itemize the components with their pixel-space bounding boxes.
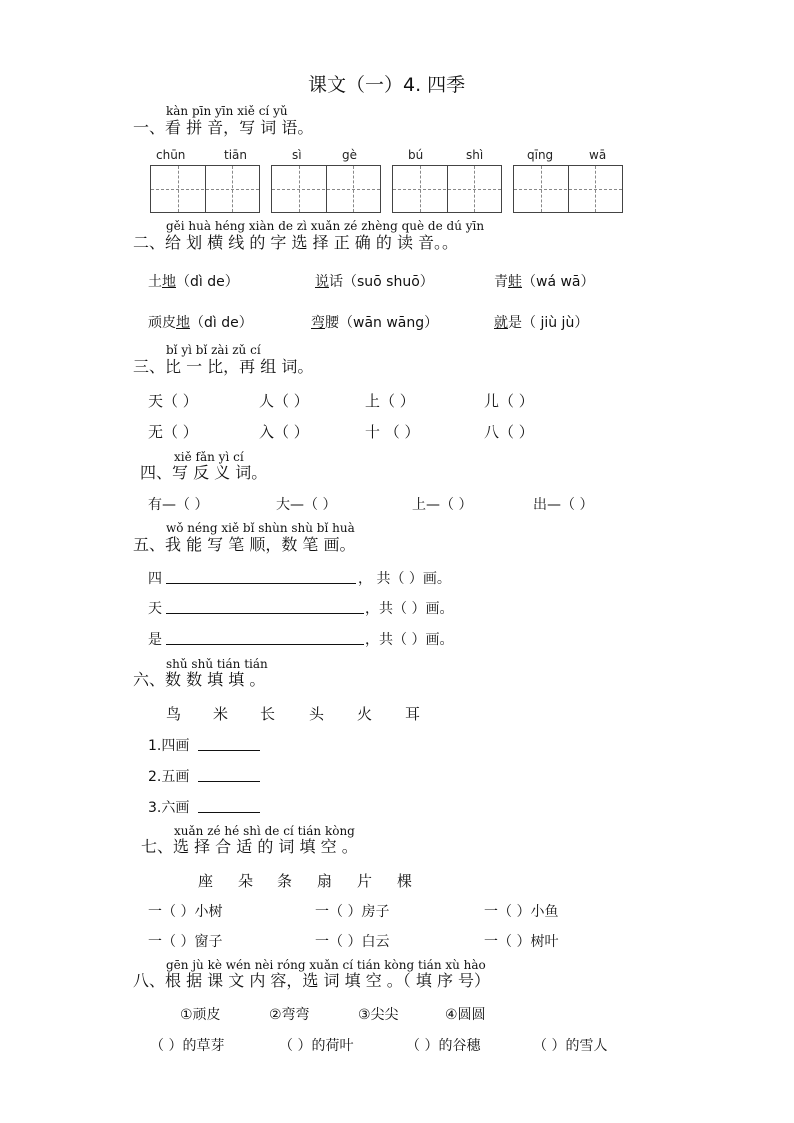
s1-heading: 一、看 拼 音，写 词 语。 (133, 118, 314, 137)
grid3-pinyin1: bú (408, 148, 424, 162)
compare-item: 八（ ） (484, 423, 534, 441)
s6-heading: 六、数 数 填 填 。 (133, 670, 266, 689)
antonym-item: 出—（ ） (533, 497, 594, 513)
compare-item: 上（ ） (365, 392, 415, 410)
stroke-char: 四 (148, 571, 162, 587)
compare-item: 无（ ） (148, 423, 198, 441)
compare-item: 儿（ ） (484, 392, 534, 410)
s7-heading: 七、选 择 合 适 的 词 填 空 。 (141, 837, 358, 856)
s8-pinyin: gēn jù kè wén nèi róng xuǎn cí tián kòng tián xù hào (166, 958, 486, 972)
fill-blank: （ ）的荷叶 (279, 1038, 354, 1054)
choice-option: ④圆圆 (445, 1007, 486, 1023)
grid2-pinyin2: gè (342, 148, 357, 162)
s7-pinyin: xuǎn zé hé shì de cí tián kòng (174, 824, 355, 838)
compare-item: 入（ ） (259, 423, 309, 441)
stroke-group-label: 2.五画 (148, 769, 190, 785)
grid4-pinyin1: qīng (527, 148, 554, 162)
compare-item: 人（ ） (259, 392, 309, 410)
grid2-pinyin1: sì (292, 148, 302, 162)
measure-word: 扇 (317, 872, 333, 890)
answer-line[interactable] (198, 781, 260, 782)
grid3-pinyin2: shì (466, 148, 484, 162)
antonym-item: 有—（ ） (148, 497, 209, 513)
s5-pinyin: wǒ néng xiě bǐ shùn shù bǐ huà (166, 521, 355, 535)
count-char: 米 (213, 705, 229, 723)
stroke-char: 天 (148, 601, 162, 617)
count-char: 鸟 (166, 705, 182, 723)
reading-item-4: 顽皮地（dì de） (148, 315, 253, 331)
stroke-order-line[interactable] (166, 613, 364, 614)
stroke-char: 是 (148, 632, 162, 648)
measure-word: 座 (198, 872, 214, 890)
fill-blank: （ ）的谷穗 (406, 1038, 481, 1054)
s1-pinyin: kàn pīn yīn xiě cí yǔ (166, 104, 288, 118)
measure-blank: 一（ ）小树 (148, 904, 223, 920)
s6-pinyin: shǔ shǔ tián tián (166, 657, 268, 671)
grid4-pinyin2: wā (589, 148, 607, 162)
reading-item-3: 青蛙（wá wā） (494, 274, 595, 290)
stroke-order-line[interactable] (166, 583, 356, 584)
compare-item: 天（ ） (148, 392, 198, 410)
writing-grid-1[interactable] (150, 165, 260, 213)
stroke-count-text: ，共（ ）画。 (365, 632, 454, 648)
s5-heading: 五、我 能 写 笔 顺，数 笔 画。 (133, 535, 356, 554)
s8-heading: 八、根 据 课 文 内 容，选 词 填 空 。（ 填 序 号） (133, 971, 491, 990)
measure-blank: 一（ ）窗子 (148, 934, 223, 950)
measure-word: 朵 (238, 872, 254, 890)
fill-blank: （ ）的雪人 (533, 1038, 608, 1054)
answer-line[interactable] (198, 750, 260, 751)
measure-word: 片 (357, 872, 373, 890)
s2-pinyin: gěi huà héng xiàn de zì xuǎn zé zhèng què de dú yīn (166, 219, 485, 233)
writing-grid-3[interactable] (392, 165, 502, 213)
count-char: 长 (260, 705, 276, 723)
antonym-item: 大—（ ） (276, 497, 337, 513)
measure-blank: 一（ ）房子 (315, 904, 390, 920)
s4-heading: 四、写 反 义 词。 (140, 463, 268, 482)
s3-heading: 三、比 一 比，再 组 词。 (133, 357, 314, 376)
stroke-count-text: ，共（ ）画。 (365, 601, 454, 617)
stroke-group-label: 3.六画 (148, 800, 190, 816)
reading-item-1: 土地（dì de） (148, 274, 239, 290)
choice-option: ②弯弯 (269, 1007, 310, 1023)
stroke-group-label: 1.四画 (148, 738, 190, 754)
measure-word: 条 (277, 872, 293, 890)
measure-blank: 一（ ）小鱼 (484, 904, 559, 920)
count-char: 耳 (405, 705, 421, 723)
answer-line[interactable] (198, 812, 260, 813)
fill-blank: （ ）的草芽 (150, 1038, 225, 1054)
antonym-item: 上—（ ） (412, 497, 473, 513)
grid1-pinyin2: tiān (224, 148, 247, 162)
s4-pinyin: xiě fǎn yì cí (174, 450, 244, 464)
writing-grid-4[interactable] (513, 165, 623, 213)
measure-blank: 一（ ）树叶 (484, 934, 559, 950)
s2-heading: 二、给 划 横 线 的 字 选 择 正 确 的 读 音。。 (133, 233, 459, 252)
count-char: 火 (357, 705, 373, 723)
measure-blank: 一（ ）白云 (315, 934, 390, 950)
stroke-order-line[interactable] (166, 644, 364, 645)
s3-pinyin: bǐ yì bǐ zài zǔ cí (166, 343, 261, 357)
measure-word: 棵 (397, 872, 413, 890)
count-char: 头 (309, 705, 325, 723)
reading-item-6: 就是（ jiù jù） (494, 315, 589, 331)
grid1-pinyin1: chūn (156, 148, 186, 162)
reading-item-5: 弯腰（wān wāng） (311, 315, 439, 331)
choice-option: ①顽皮 (180, 1007, 221, 1023)
choice-option: ③尖尖 (358, 1007, 399, 1023)
compare-item: 十 （ ） (365, 423, 420, 441)
reading-item-2: 说话（suō shuō） (315, 274, 434, 290)
stroke-count-text: ， 共（ ）画。 (358, 571, 451, 587)
page-title: 课文（一）4. 四季 (308, 74, 466, 96)
writing-grid-2[interactable] (271, 165, 381, 213)
